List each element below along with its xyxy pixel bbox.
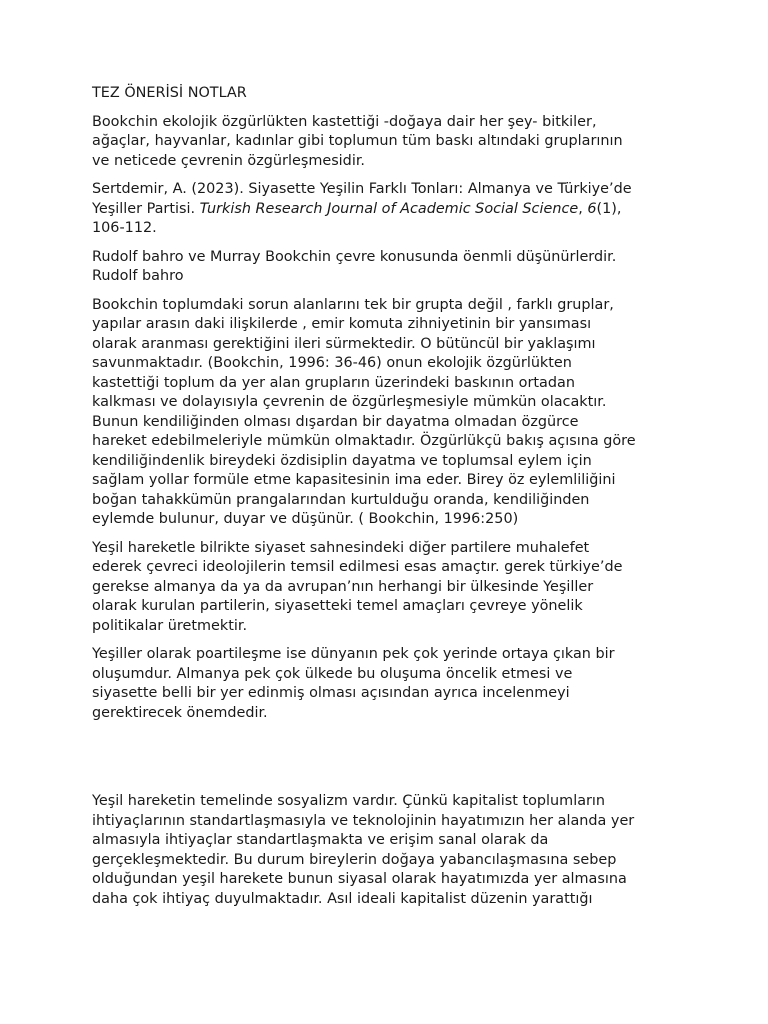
paragraph-greens-party: Yeşiller olarak poartileşme ise dünyanın pek çok yerinde ortaya çıkan bir oluşumdur. Almanya pek çok ülkede bu oluşuma öncelik etmesi ve siyasette belli bir yer edinmiş olması açısından ayrıca incelenmeyi gerektirecek önemdedir. <box>92 646 615 721</box>
citation-volume: 6 <box>587 200 597 217</box>
document-page <box>92 84 692 918</box>
paragraph-thinkers: Rudolf bahro ve Murray Bookchin çevre konusunda öenmli düşünürlerdir. Rudolf bahro <box>92 248 617 284</box>
citation-line-journal: Yeşiller Partisi. Turkish Research Journal of Academic Social Science, 6(1), <box>92 200 622 217</box>
paragraph-socialism: Yeşil hareketin temelinde sosyalizm vardır. Çünkü kapitalist toplumların ihtiyaçlarının standartlaşmasıyla ve teknolojinin hayatımızın her alanda yer almasıyla ihtiyaçlar standartlaşmakta ve erişim sanal olarak da gerçekleşmektedir. Bu durum bireylerin doğaya yabancılaşmasına sebep olduğundan yeşil harekete bunun siyasal olarak hayatımızda yer almasına daha çok ihtiyaç duyulmaktadır. Asıl ideali kapitalist düzenin yarattığı <box>92 793 635 907</box>
paragraph-bookchin-freedom: Bookchin ekolojik özgürlükten kastettiği -doğaya dair her şey- bitkiler, ağaçlar, hayvanlar, kadınlar gibi toplumun tüm baskı altındaki gruplarının ve neticede çevrenin özgürleşmesidir. <box>92 113 623 169</box>
paragraph-bookchin-society: Bookchin toplumdaki sorun alanlarını tek bir grupta değil , farklı gruplar, yapılar arasın daki ilişkilerde , emir komuta zihniyetinin bir yansıması olarak aranması gerektiğini ileri sürmektedir. O bütüncül bir yaklaşımı savunmaktadır. (Bookchin, 1996: 36-46) onun ekolojik özgürlükten kastettiği toplum da yer alan grupların üzerindeki baskının ortadan kalkması ve dolayısıyla çevrenin de özgürleşmesiyle mümkün olacaktır. Bunun kendiliğinden olması dışardan bir dayatma olmadan özgürce hareket edebilmeleriyle mümkün olmaktadır. Özgürlükçü bakış açısına göre kendiliğindenlik bireydeki özdisiplin dayatma ve toplumsal eylem için sağlam yollar formüle etme kapasitesinin ima eder. Birey öz eylemliliğini boğan tahakkümün prangalarından kurtulduğu oranda, kendiliğinden eylemde bulunur, duyar ve düşünür. ( Bookchin, 1996:250) <box>92 296 636 527</box>
blank-space <box>92 732 692 792</box>
document-title: TEZ ÖNERİSİ NOTLAR <box>92 85 247 101</box>
citation-sertdemir: Sertdemir, A. (2023). Siyasette Yeşilin Farklı Tonları: Almanya ve Türkiye’de Yeşiller Partisi. Turkish Research Journal of Academic Social Science, 6(1), 106-112. <box>92 180 692 239</box>
paragraph-green-movement: Yeşil hareketle bilrikte siyaset sahnesindeki diğer partilere muhalefet ederek çevreci ideolojilerin temsil edilmesi esas amaçtır. gerek türkiye’de gerekse almanya da ya da avrupan’nın herhangi bir ülkesinde Yeşiller olarak kurulan partilerin, siyasetteki temel amaçları çevreye yönelik politikalar üretmektir. <box>92 539 623 634</box>
citation-journal-title: Turkish Research Journal of Academic Social Science <box>199 200 579 217</box>
